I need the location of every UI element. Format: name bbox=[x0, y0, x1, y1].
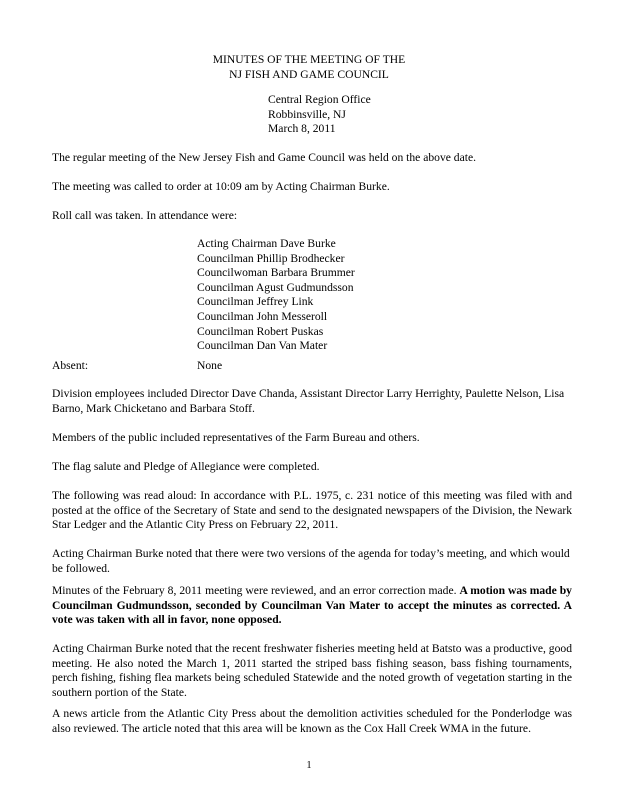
attendee: Councilman Robert Puskas bbox=[197, 324, 324, 338]
attendee: Councilwoman Barbara Brummer bbox=[197, 266, 355, 280]
meeting-date: March 8, 2011 bbox=[268, 122, 336, 136]
paragraph-called-to-order: The meeting was called to order at 10:09 am by Acting Chairman Burke. bbox=[52, 180, 390, 193]
motion-text: A motion was made by Councilman Gudmundsson, seconded by Councilman Van Mater to accept the minutes as corrected. A vote was taken with all in favor, none opposed. bbox=[52, 584, 572, 627]
attendee: Acting Chairman Dave Burke bbox=[197, 237, 336, 250]
title-line-1: MINUTES OF THE MEETING OF THE bbox=[212, 53, 406, 66]
attendance-list bbox=[197, 237, 355, 354]
paragraph-roll-call: Roll call was taken. In attendance were: bbox=[52, 209, 238, 222]
paragraph-division-employees: Division employees included Director Dave Chanda, Assistant Director Larry Herrighty, Paulette Nelson, Lisa Barno, Mark Chicketano and Barbara Stoff. bbox=[52, 387, 565, 415]
paragraph-public-notice: The following was read aloud: In accordance with P.L. 1975, c. 231 notice of this meeting was filed with and posted at the office of the Secretary of State and send to the designated newspapers of the Division, the Newark Star Ledger and the Atlantic City Press on February 22, 2011. bbox=[52, 489, 572, 532]
paragraph-flag-salute: The flag salute and Pledge of Allegiance were completed. bbox=[52, 460, 320, 473]
title-line-2: NJ FISH AND GAME COUNCIL bbox=[229, 67, 389, 81]
paragraph-news-article: A news article from the Atlantic City Press about the demolition activities scheduled for the Ponderlodge was also reviewed. The article noted that this area will be known as the Cox Hall Creek WMA in the future. bbox=[52, 707, 572, 735]
paragraph-agenda-versions: Acting Chairman Burke noted that there were two versions of the agenda for today’s meeting, and which would be followed. bbox=[52, 547, 570, 575]
paragraph-minutes-motion bbox=[52, 584, 572, 628]
absent-label: Absent: bbox=[52, 359, 89, 372]
attendee: Councilman John Messeroll bbox=[197, 309, 328, 323]
paragraph-batsto-meeting: Acting Chairman Burke noted that the recent freshwater fisheries meeting held at Batsto was a productive, good meeting. He also noted the March 1, 2011 started the striped bass fishing season, bass fishing tournaments, perch fishing, fishing flea markets being scheduled Statewide and the noted growth of vegetation starting in the southern portion of the State. bbox=[52, 642, 572, 699]
location-office: Central Region Office bbox=[268, 93, 371, 106]
absent-value: None bbox=[197, 359, 223, 372]
minutes-review-text: Minutes of the February 8, 2011 meeting were reviewed, and an error correction made. bbox=[52, 584, 460, 597]
meeting-location bbox=[268, 93, 371, 137]
attendee: Councilman Dan Van Mater bbox=[197, 339, 328, 353]
document-title bbox=[0, 53, 618, 82]
attendee: Councilman Agust Gudmundsson bbox=[197, 280, 354, 294]
attendee: Councilman Phillip Brodhecker bbox=[197, 251, 345, 265]
location-city: Robbinsville, NJ bbox=[268, 107, 346, 121]
paragraph-meeting-held: The regular meeting of the New Jersey Fish and Game Council was held on the above date. bbox=[52, 151, 477, 164]
page-number: 1 bbox=[306, 760, 312, 771]
attendee: Councilman Jeffrey Link bbox=[197, 295, 314, 309]
paragraph-public-members: Members of the public included representatives of the Farm Bureau and others. bbox=[52, 431, 420, 444]
